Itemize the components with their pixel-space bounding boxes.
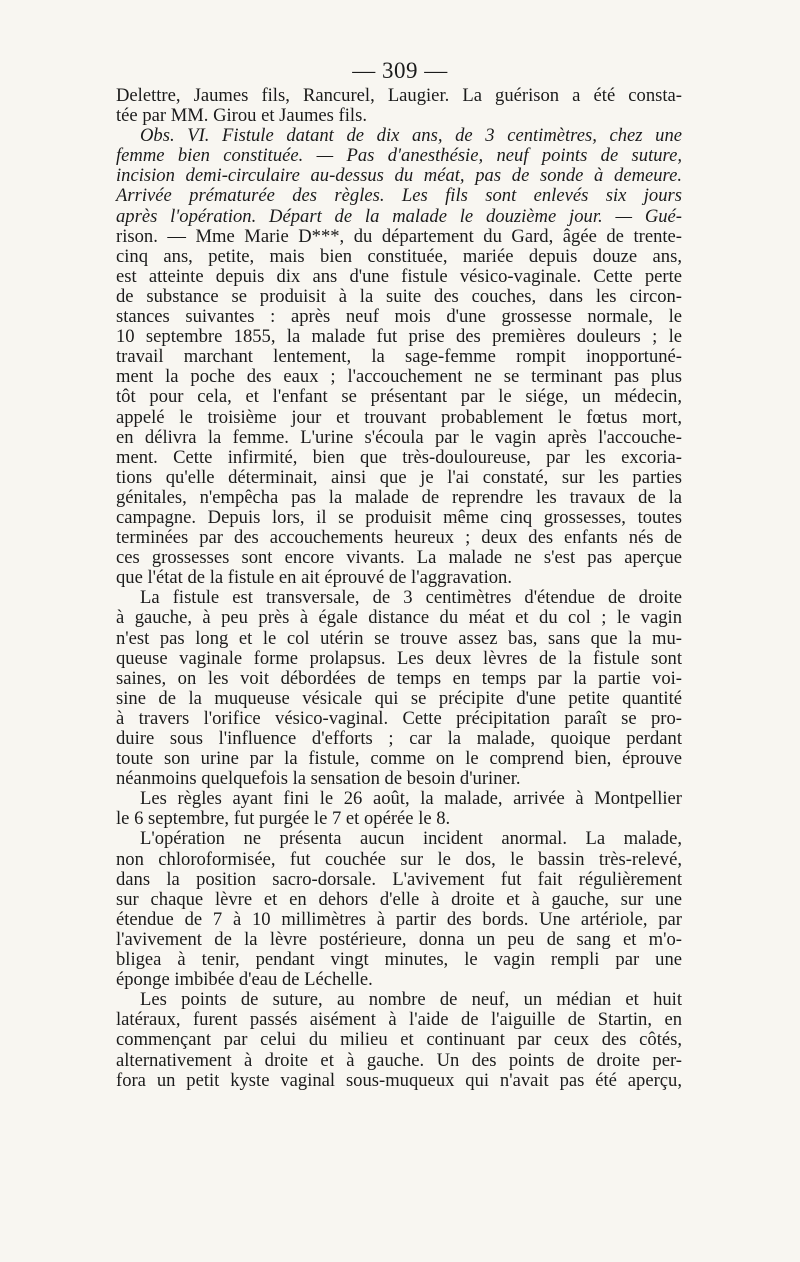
text-line: Les points de suture, au nombre de neuf, un médian et huit	[140, 989, 682, 1011]
text-line: à gauche, à peu près à égale distance du méat et du col ; le vagin	[116, 607, 682, 629]
observation-heading-line: après l'opération. Départ de la malade le douzième jour. — Gué-	[116, 205, 682, 227]
text-line: le 6 septembre, fut purgée le 7 et opérée le 8.	[116, 808, 451, 830]
text-line: éponge imbibée d'eau de Léchelle.	[116, 969, 373, 991]
text-line: de substance se produisit à la suite des couches, dans les circon-	[116, 285, 682, 307]
text-line: travail marchant lentement, la sage-femme rompit inopportuné-	[116, 346, 682, 368]
text-line: tôt pour cela, et l'enfant se présentant par le siége, un médecin,	[116, 386, 682, 408]
text-line: Delettre, Jaumes fils, Rancurel, Laugier. La guérison a été consta-	[116, 85, 682, 106]
text-line: sine de la muqueuse vésicale qui se précipite d'une petite quantité	[116, 687, 682, 709]
text-line: dans la position sacro-dorsale. L'avivement fut fait régulièrement	[116, 868, 682, 890]
text-line: cinq ans, petite, mais bien constituée, mariée depuis douze ans,	[116, 245, 682, 267]
text-line: étendue de 7 à 10 millimètres à partir des bords. Une artériole, par	[116, 908, 682, 930]
observation-heading-line: incision demi-circulaire au-dessus du méat, pas de sonde à demeure.	[116, 165, 682, 187]
text-line: n'est pas long et le col utérin se trouve assez bas, sans que la mu-	[116, 627, 682, 649]
text-line: duire sous l'influence d'efforts ; car la malade, quoique perdant	[116, 728, 682, 749]
text-line: saines, on les voit débordées de temps en temps par la partie voi-	[116, 667, 682, 689]
text-line: que l'état de la fistule en ait éprouvé de l'aggravation.	[116, 567, 512, 589]
text-line: tée par MM. Girou et Jaumes fils.	[116, 105, 367, 127]
body-text	[116, 86, 682, 1091]
text-line: ment. Cette infirmité, bien que très-douloureuse, par les excoria-	[116, 446, 682, 468]
text-line: sur chaque lèvre et en dehors d'elle à droite et à gauche, sur une	[116, 888, 682, 910]
observation-heading-line: femme bien constituée. — Pas d'anesthésie, neuf points de suture,	[116, 145, 682, 167]
text-line: latéraux, furent passés aisément à l'aide de l'aiguille de Startin, en	[116, 1009, 682, 1031]
text-line: fora un petit kyste vaginal sous-muqueux qui n'avait pas été aperçu,	[116, 1069, 682, 1091]
observation-heading-line: Obs. VI. Fistule datant de dix ans, de 3 centimètres, chez une	[140, 125, 682, 147]
text-line: appelé le troisième jour et trouvant probablement le fœtus mort,	[116, 406, 682, 428]
text-line: tions qu'elle déterminait, ainsi que je l'ai constaté, sur les parties	[116, 466, 682, 488]
text-line: génitales, n'empêcha pas la malade de reprendre les travaux de la	[116, 486, 682, 508]
text-line: bligea à tenir, pendant vingt minutes, le vagin rempli par une	[116, 949, 682, 971]
text-line: l'avivement de la lèvre postérieure, donna un peu de sang et m'o-	[116, 928, 682, 950]
text-line: ment la poche des eaux ; l'accouchement ne se terminant pas plus	[116, 366, 682, 388]
text-line: La fistule est transversale, de 3 centimètres d'étendue de droite	[140, 587, 682, 609]
text-line: non chloroformisée, fut couchée sur le dos, le bassin très-relevé,	[116, 848, 682, 870]
text-line: queuse vaginale forme prolapsus. Les deux lèvres de la fistule sont	[116, 647, 682, 669]
text-line: campagne. Depuis lors, il se produisit même cinq grossesses, toutes	[116, 506, 682, 528]
text-line: en délivra la femme. L'urine s'écoula par le vagin après l'accouche-	[116, 426, 682, 448]
observation-heading-line: Arrivée prématurée des règles. Les fils sont enlevés six jours	[116, 185, 682, 207]
text-line: commençant par celui du milieu et continuant par ceux des côtés,	[116, 1029, 682, 1051]
text-line: à travers l'orifice vésico-vaginal. Cette précipitation paraît se pro-	[116, 707, 682, 729]
text-line: L'opération ne présenta aucun incident anormal. La malade,	[140, 828, 682, 850]
text-line: terminées par des accouchements heureux ; deux des enfants nés de	[116, 527, 682, 549]
text-line: stances suivantes : après neuf mois d'une grossesse normale, le	[116, 306, 682, 328]
text-line: Les règles ayant fini le 26 août, la malade, arrivée à Montpellier	[140, 788, 682, 810]
text-line: toute son urine par la fistule, comme on le comprend bien, éprouve	[116, 748, 682, 770]
text-line: alternativement à droite et à gauche. Un des points de droite per-	[116, 1049, 682, 1071]
text-line: rison. — Mme Marie D***, du département du Gard, âgée de trente-	[116, 225, 682, 247]
text-line: est atteinte depuis dix ans d'une fistule vésico-vaginale. Cette perte	[116, 265, 682, 287]
text-line: néanmoins quelquefois la sensation de besoin d'uriner.	[116, 768, 521, 790]
page-number: — 309 —	[352, 58, 448, 83]
text-line: 10 septembre 1855, la malade fut prise des premières douleurs ; le	[116, 326, 682, 348]
text-line: ces grossesses sont encore vivants. La malade ne s'est pas aperçue	[116, 547, 682, 569]
